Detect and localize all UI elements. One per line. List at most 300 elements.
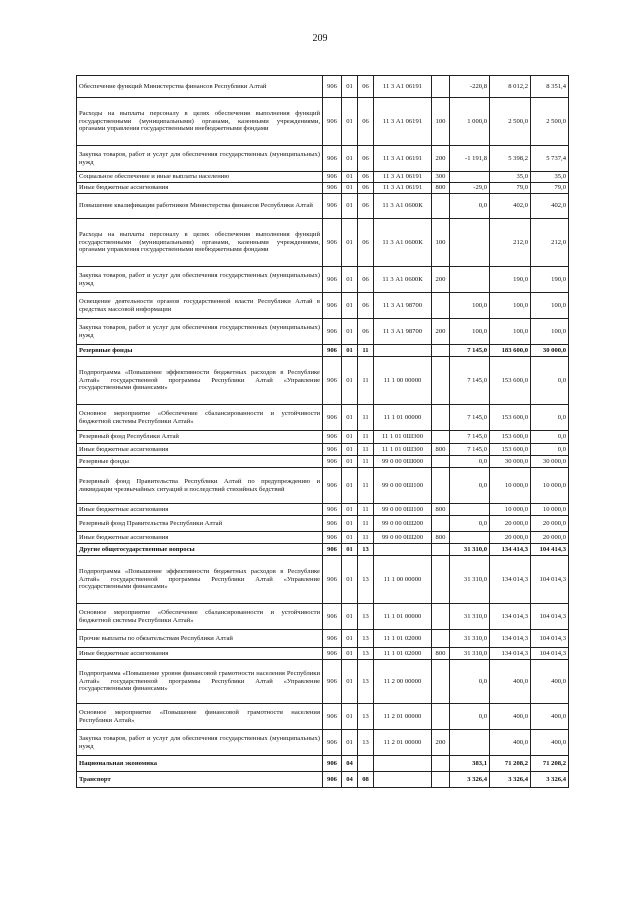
row-subsection: 06	[358, 98, 374, 146]
row-amount-year2: 190,0	[531, 267, 569, 293]
row-grbs: 906	[323, 146, 342, 172]
row-grbs: 906	[323, 516, 342, 532]
row-amount-year2: 20 000,0	[531, 516, 569, 532]
row-section: 01	[342, 267, 358, 293]
row-section: 01	[342, 76, 358, 98]
row-grbs: 906	[323, 405, 342, 431]
row-expense-type	[432, 604, 450, 630]
row-subsection: 13	[358, 604, 374, 630]
budget-table	[76, 75, 569, 788]
row-amount-change	[450, 219, 490, 267]
table-row	[77, 405, 569, 431]
row-expense-type: 100	[432, 98, 450, 146]
row-amount-change: 100,0	[450, 293, 490, 319]
row-amount-year1: 402,0	[490, 194, 531, 219]
row-expense-type	[432, 756, 450, 772]
row-section: 01	[342, 293, 358, 319]
table-row	[77, 468, 569, 504]
row-target-article: 11 3 А1 98700	[374, 319, 432, 345]
row-grbs: 906	[323, 98, 342, 146]
row-amount-year2: 10 000,0	[531, 468, 569, 504]
row-grbs: 906	[323, 345, 342, 357]
row-section: 01	[342, 345, 358, 357]
row-amount-year2: 30 000,0	[531, 456, 569, 468]
row-amount-year2: 104 014,3	[531, 556, 569, 604]
row-expense-type	[432, 704, 450, 730]
row-expense-type	[432, 556, 450, 604]
row-subsection: 06	[358, 319, 374, 345]
row-amount-year1: 400,0	[490, 704, 531, 730]
row-section: 01	[342, 630, 358, 648]
table-row	[77, 756, 569, 772]
row-amount-year2: 30 000,0	[531, 345, 569, 357]
row-name: Обеспечение функций Министерства финансов Республики Алтай	[77, 76, 323, 98]
row-expense-type: 200	[432, 730, 450, 756]
row-amount-year2: 0,0	[531, 357, 569, 405]
row-subsection: 11	[358, 532, 374, 544]
table-row	[77, 194, 569, 219]
row-amount-year2: 104 014,3	[531, 648, 569, 660]
row-subsection: 11	[358, 504, 374, 516]
row-target-article: 11 1 00 00000	[374, 556, 432, 604]
row-grbs: 906	[323, 172, 342, 183]
row-amount-year1: 153 600,0	[490, 405, 531, 431]
row-section: 04	[342, 772, 358, 788]
row-amount-year1: 8 012,2	[490, 76, 531, 98]
table-row	[77, 293, 569, 319]
row-target-article: 99 0 00 0Ш100	[374, 468, 432, 504]
row-amount-year1: 212,0	[490, 219, 531, 267]
table-row	[77, 146, 569, 172]
row-name: Резервные фонды	[77, 345, 323, 357]
row-expense-type: 800	[432, 532, 450, 544]
row-amount-change: 7 145,0	[450, 444, 490, 456]
row-section: 01	[342, 456, 358, 468]
row-amount-change: 383,1	[450, 756, 490, 772]
row-name: Подпрограмма «Повышение уровня финансовой грамотности населения Республики Алтай» государственной программы Республики Алтай «Управление государственными финансами»	[77, 660, 323, 704]
row-expense-type	[432, 357, 450, 405]
row-grbs: 906	[323, 660, 342, 704]
table-row	[77, 532, 569, 544]
row-target-article: 11 2 00 00000	[374, 660, 432, 704]
row-grbs: 906	[323, 219, 342, 267]
row-grbs: 906	[323, 504, 342, 516]
row-name: Повышение квалификации работников Министерства финансов Республики Алтай	[77, 194, 323, 219]
table-row	[77, 544, 569, 556]
row-amount-year2: 212,0	[531, 219, 569, 267]
row-section: 01	[342, 660, 358, 704]
row-amount-change: 0,0	[450, 660, 490, 704]
row-expense-type: 200	[432, 146, 450, 172]
row-amount-change	[450, 730, 490, 756]
row-subsection: 06	[358, 146, 374, 172]
row-target-article	[374, 544, 432, 556]
row-expense-type	[432, 544, 450, 556]
row-amount-year2: 71 208,2	[531, 756, 569, 772]
row-name: Прочие выплаты по обязательствам Республики Алтай	[77, 630, 323, 648]
row-name: Освещение деятельности органов государственной власти Республики Алтай в средствах массовой информации	[77, 293, 323, 319]
row-amount-change: 1 000,0	[450, 98, 490, 146]
page-number: 209	[312, 33, 328, 44]
row-subsection	[358, 756, 374, 772]
row-amount-year1: 134 014,3	[490, 648, 531, 660]
row-target-article: 11 1 01 0Ш300	[374, 431, 432, 444]
row-amount-year1: 20 000,0	[490, 532, 531, 544]
row-grbs: 906	[323, 756, 342, 772]
row-amount-change	[450, 172, 490, 183]
row-expense-type	[432, 194, 450, 219]
row-amount-year1: 5 398,2	[490, 146, 531, 172]
row-amount-change: 31 310,0	[450, 630, 490, 648]
row-expense-type	[432, 456, 450, 468]
row-expense-type	[432, 660, 450, 704]
row-target-article	[374, 756, 432, 772]
row-section: 01	[342, 730, 358, 756]
row-grbs: 906	[323, 630, 342, 648]
row-section: 01	[342, 146, 358, 172]
row-subsection: 11	[358, 516, 374, 532]
row-grbs: 906	[323, 76, 342, 98]
row-name: Транспорт	[77, 772, 323, 788]
row-target-article: 99 0 00 0Ш100	[374, 504, 432, 516]
row-subsection: 11	[358, 444, 374, 456]
row-name: Основное мероприятие «Обеспечение сбалансированности и устойчивости бюджетной системы Республики Алтай»	[77, 405, 323, 431]
row-amount-year2: 104 014,3	[531, 630, 569, 648]
table-row	[77, 345, 569, 357]
table-row	[77, 730, 569, 756]
row-amount-year1: 134 014,3	[490, 556, 531, 604]
row-amount-change: 7 145,0	[450, 345, 490, 357]
row-amount-year1: 10 000,0	[490, 504, 531, 516]
row-expense-type: 800	[432, 504, 450, 516]
row-amount-year2: 400,0	[531, 704, 569, 730]
row-section: 01	[342, 405, 358, 431]
row-amount-year2: 402,0	[531, 194, 569, 219]
row-name: Закупка товаров, работ и услуг для обеспечения государственных (муниципальных) нужд	[77, 319, 323, 345]
table-row	[77, 604, 569, 630]
row-amount-year1: 35,0	[490, 172, 531, 183]
row-section: 01	[342, 172, 358, 183]
row-target-article: 11 3 А1 06191	[374, 183, 432, 194]
table-row	[77, 98, 569, 146]
row-section: 01	[342, 98, 358, 146]
row-expense-type	[432, 772, 450, 788]
row-grbs: 906	[323, 772, 342, 788]
row-subsection: 08	[358, 772, 374, 788]
row-expense-type	[432, 76, 450, 98]
row-subsection: 06	[358, 293, 374, 319]
row-target-article: 11 3 А1 98700	[374, 293, 432, 319]
row-target-article: 11 3 А1 06191	[374, 76, 432, 98]
row-name: Резервный фонд Республики Алтай	[77, 431, 323, 444]
row-grbs: 906	[323, 431, 342, 444]
row-grbs: 906	[323, 544, 342, 556]
row-expense-type	[432, 345, 450, 357]
row-amount-change: 7 145,0	[450, 357, 490, 405]
row-amount-change: 0,0	[450, 704, 490, 730]
row-grbs: 906	[323, 704, 342, 730]
table-row	[77, 444, 569, 456]
row-target-article	[374, 772, 432, 788]
table-row	[77, 183, 569, 194]
row-name: Расходы на выплаты персоналу в целях обеспечения выполнения функций государственными (муниципальными) органами, казенными учреждениями, органами управления государственными внебюджетными фондами	[77, 219, 323, 267]
row-name: Резервный фонд Правительства Республики Алтай	[77, 516, 323, 532]
row-grbs: 906	[323, 730, 342, 756]
row-amount-year2: 79,0	[531, 183, 569, 194]
row-subsection: 11	[358, 345, 374, 357]
row-amount-year1: 153 600,0	[490, 431, 531, 444]
row-amount-year1: 400,0	[490, 730, 531, 756]
table-row	[77, 516, 569, 532]
row-target-article: 11 2 01 00000	[374, 730, 432, 756]
row-amount-year1: 134 014,3	[490, 630, 531, 648]
row-amount-year2: 0,0	[531, 405, 569, 431]
row-subsection: 11	[358, 357, 374, 405]
row-expense-type: 100	[432, 219, 450, 267]
row-name: Резервный фонд Правительства Республики Алтай по предупреждению и ликвидации чрезвычайных ситуаций и последствий стихийных бедствий	[77, 468, 323, 504]
table-row	[77, 431, 569, 444]
row-grbs: 906	[323, 456, 342, 468]
row-amount-year2: 3 326,4	[531, 772, 569, 788]
row-amount-year1: 30 000,0	[490, 456, 531, 468]
row-name: Национальная экономика	[77, 756, 323, 772]
row-amount-year2: 100,0	[531, 319, 569, 345]
row-grbs: 906	[323, 648, 342, 660]
row-name: Закупка товаров, работ и услуг для обеспечения государственных (муниципальных) нужд	[77, 730, 323, 756]
row-grbs: 906	[323, 183, 342, 194]
row-amount-year2: 104 014,3	[531, 604, 569, 630]
row-expense-type: 200	[432, 319, 450, 345]
row-expense-type: 200	[432, 267, 450, 293]
row-grbs: 906	[323, 468, 342, 504]
row-name: Иные бюджетные ассигнования	[77, 183, 323, 194]
table-row	[77, 630, 569, 648]
row-amount-change: 0,0	[450, 456, 490, 468]
row-amount-change: 7 145,0	[450, 431, 490, 444]
row-target-article: 99 0 00 0Ш200	[374, 516, 432, 532]
row-section: 01	[342, 504, 358, 516]
table-row	[77, 172, 569, 183]
row-subsection: 11	[358, 468, 374, 504]
table-row	[77, 456, 569, 468]
row-name: Иные бюджетные ассигнования	[77, 648, 323, 660]
row-name: Основное мероприятие «Обеспечение сбалансированности и устойчивости бюджетной системы Республики Алтай»	[77, 604, 323, 630]
row-section: 01	[342, 431, 358, 444]
row-amount-year1: 190,0	[490, 267, 531, 293]
row-amount-year2: 5 737,4	[531, 146, 569, 172]
row-amount-year1: 79,0	[490, 183, 531, 194]
table-row	[77, 357, 569, 405]
table-row	[77, 660, 569, 704]
row-amount-change: 3 326,4	[450, 772, 490, 788]
row-grbs: 906	[323, 293, 342, 319]
row-amount-change: 7 145,0	[450, 405, 490, 431]
row-amount-change: 0,0	[450, 194, 490, 219]
row-grbs: 906	[323, 319, 342, 345]
row-target-article: 99 0 00 0Ш000	[374, 456, 432, 468]
row-grbs: 906	[323, 194, 342, 219]
row-grbs: 906	[323, 267, 342, 293]
row-grbs: 906	[323, 444, 342, 456]
row-subsection: 11	[358, 405, 374, 431]
row-amount-change: 31 310,0	[450, 544, 490, 556]
row-amount-year1: 153 600,0	[490, 357, 531, 405]
row-amount-change: 31 310,0	[450, 648, 490, 660]
table-row	[77, 704, 569, 730]
row-target-article: 99 0 00 0Ш200	[374, 532, 432, 544]
row-amount-change: -220,8	[450, 76, 490, 98]
row-amount-change: 100,0	[450, 319, 490, 345]
row-expense-type	[432, 431, 450, 444]
row-subsection: 06	[358, 183, 374, 194]
row-expense-type	[432, 468, 450, 504]
row-amount-year1: 2 500,0	[490, 98, 531, 146]
table-row	[77, 556, 569, 604]
row-amount-change: 0,0	[450, 516, 490, 532]
row-target-article: 11 2 01 00000	[374, 704, 432, 730]
row-grbs: 906	[323, 357, 342, 405]
row-subsection: 06	[358, 172, 374, 183]
table-row	[77, 76, 569, 98]
row-section: 01	[342, 532, 358, 544]
row-expense-type	[432, 293, 450, 319]
row-subsection: 11	[358, 456, 374, 468]
row-name: Иные бюджетные ассигнования	[77, 532, 323, 544]
row-section: 01	[342, 516, 358, 532]
row-section: 01	[342, 194, 358, 219]
row-section: 01	[342, 544, 358, 556]
row-amount-year1: 134 014,3	[490, 604, 531, 630]
row-amount-change: -1 191,8	[450, 146, 490, 172]
row-section: 01	[342, 183, 358, 194]
row-amount-change: 31 310,0	[450, 556, 490, 604]
row-name: Социальное обеспечение и иные выплаты населению	[77, 172, 323, 183]
row-subsection: 13	[358, 660, 374, 704]
row-target-article: 11 1 01 0Ш300	[374, 444, 432, 456]
row-amount-change: 31 310,0	[450, 604, 490, 630]
row-name: Иные бюджетные ассигнования	[77, 504, 323, 516]
row-amount-year2: 400,0	[531, 660, 569, 704]
row-grbs: 906	[323, 532, 342, 544]
row-amount-year2: 104 414,3	[531, 544, 569, 556]
row-amount-year2: 100,0	[531, 293, 569, 319]
row-target-article: 11 3 А1 06191	[374, 98, 432, 146]
budget-table-body	[77, 76, 569, 788]
row-amount-change: 0,0	[450, 468, 490, 504]
row-target-article	[374, 345, 432, 357]
row-amount-year1: 20 000,0	[490, 516, 531, 532]
table-row	[77, 319, 569, 345]
row-amount-year2: 8 351,4	[531, 76, 569, 98]
row-amount-year1: 153 600,0	[490, 444, 531, 456]
row-amount-change: -29,0	[450, 183, 490, 194]
table-row	[77, 648, 569, 660]
row-grbs: 906	[323, 556, 342, 604]
row-amount-year1: 100,0	[490, 293, 531, 319]
row-amount-year2: 10 000,0	[531, 504, 569, 516]
row-name: Расходы на выплаты персоналу в целях обеспечения выполнения функций государственными (муниципальными) органами, казенными учреждениями, органами управления государственными внебюджетными фондами	[77, 98, 323, 146]
row-section: 01	[342, 604, 358, 630]
row-target-article: 11 3 А1 0600К	[374, 267, 432, 293]
row-section: 01	[342, 468, 358, 504]
row-subsection: 06	[358, 219, 374, 267]
row-expense-type: 800	[432, 183, 450, 194]
row-name: Иные бюджетные ассигнования	[77, 444, 323, 456]
row-target-article: 11 3 А1 0600К	[374, 194, 432, 219]
row-amount-change	[450, 504, 490, 516]
table-row	[77, 267, 569, 293]
row-section: 01	[342, 704, 358, 730]
row-target-article: 11 1 01 00000	[374, 604, 432, 630]
table-row	[77, 772, 569, 788]
row-name: Закупка товаров, работ и услуг для обеспечения государственных (муниципальных) нужд	[77, 146, 323, 172]
row-amount-year2: 0,0	[531, 444, 569, 456]
row-subsection: 13	[358, 544, 374, 556]
row-expense-type: 800	[432, 444, 450, 456]
row-section: 01	[342, 319, 358, 345]
row-target-article: 11 1 00 00000	[374, 357, 432, 405]
row-name: Подпрограмма «Повышение эффективности бюджетных расходов в Республике Алтай» государственной программы Республики Алтай «Управление государственными финансами»	[77, 556, 323, 604]
row-expense-type: 800	[432, 648, 450, 660]
row-name: Подпрограмма «Повышение эффективности бюджетных расходов в Республике Алтай» государственной программы Республики Алтай «Управление государственными финансами»	[77, 357, 323, 405]
row-subsection: 06	[358, 194, 374, 219]
row-amount-change	[450, 267, 490, 293]
row-amount-year1: 71 208,2	[490, 756, 531, 772]
row-name: Другие общегосударственные вопросы	[77, 544, 323, 556]
row-target-article: 11 3 А1 0600К	[374, 219, 432, 267]
row-section: 04	[342, 756, 358, 772]
row-expense-type	[432, 630, 450, 648]
row-name: Основное мероприятие «Повышение финансовой грамотности населения Республики Алтай»	[77, 704, 323, 730]
row-section: 01	[342, 556, 358, 604]
row-section: 01	[342, 444, 358, 456]
row-name: Резервные фонды	[77, 456, 323, 468]
row-amount-year2: 20 000,0	[531, 532, 569, 544]
row-expense-type	[432, 516, 450, 532]
row-subsection: 13	[358, 704, 374, 730]
row-amount-year1: 183 600,0	[490, 345, 531, 357]
row-amount-year2: 0,0	[531, 431, 569, 444]
row-grbs: 906	[323, 604, 342, 630]
table-row	[77, 504, 569, 516]
row-amount-year1: 3 326,4	[490, 772, 531, 788]
row-target-article: 11 1 01 00000	[374, 405, 432, 431]
row-amount-year2: 35,0	[531, 172, 569, 183]
row-subsection: 06	[358, 267, 374, 293]
row-amount-year1: 134 414,3	[490, 544, 531, 556]
row-subsection: 11	[358, 431, 374, 444]
row-target-article: 11 1 01 02000	[374, 630, 432, 648]
row-section: 01	[342, 648, 358, 660]
row-subsection: 13	[358, 648, 374, 660]
row-name: Закупка товаров, работ и услуг для обеспечения государственных (муниципальных) нужд	[77, 267, 323, 293]
row-target-article: 11 3 А1 06191	[374, 146, 432, 172]
row-target-article: 11 3 А1 06191	[374, 172, 432, 183]
row-amount-change	[450, 532, 490, 544]
row-subsection: 13	[358, 730, 374, 756]
row-section: 01	[342, 357, 358, 405]
row-amount-year1: 100,0	[490, 319, 531, 345]
table-row	[77, 219, 569, 267]
row-amount-year2: 2 500,0	[531, 98, 569, 146]
row-target-article: 11 1 01 02000	[374, 648, 432, 660]
row-expense-type	[432, 405, 450, 431]
row-amount-year2: 400,0	[531, 730, 569, 756]
row-subsection: 06	[358, 76, 374, 98]
row-subsection: 13	[358, 630, 374, 648]
row-section: 01	[342, 219, 358, 267]
row-expense-type: 300	[432, 172, 450, 183]
